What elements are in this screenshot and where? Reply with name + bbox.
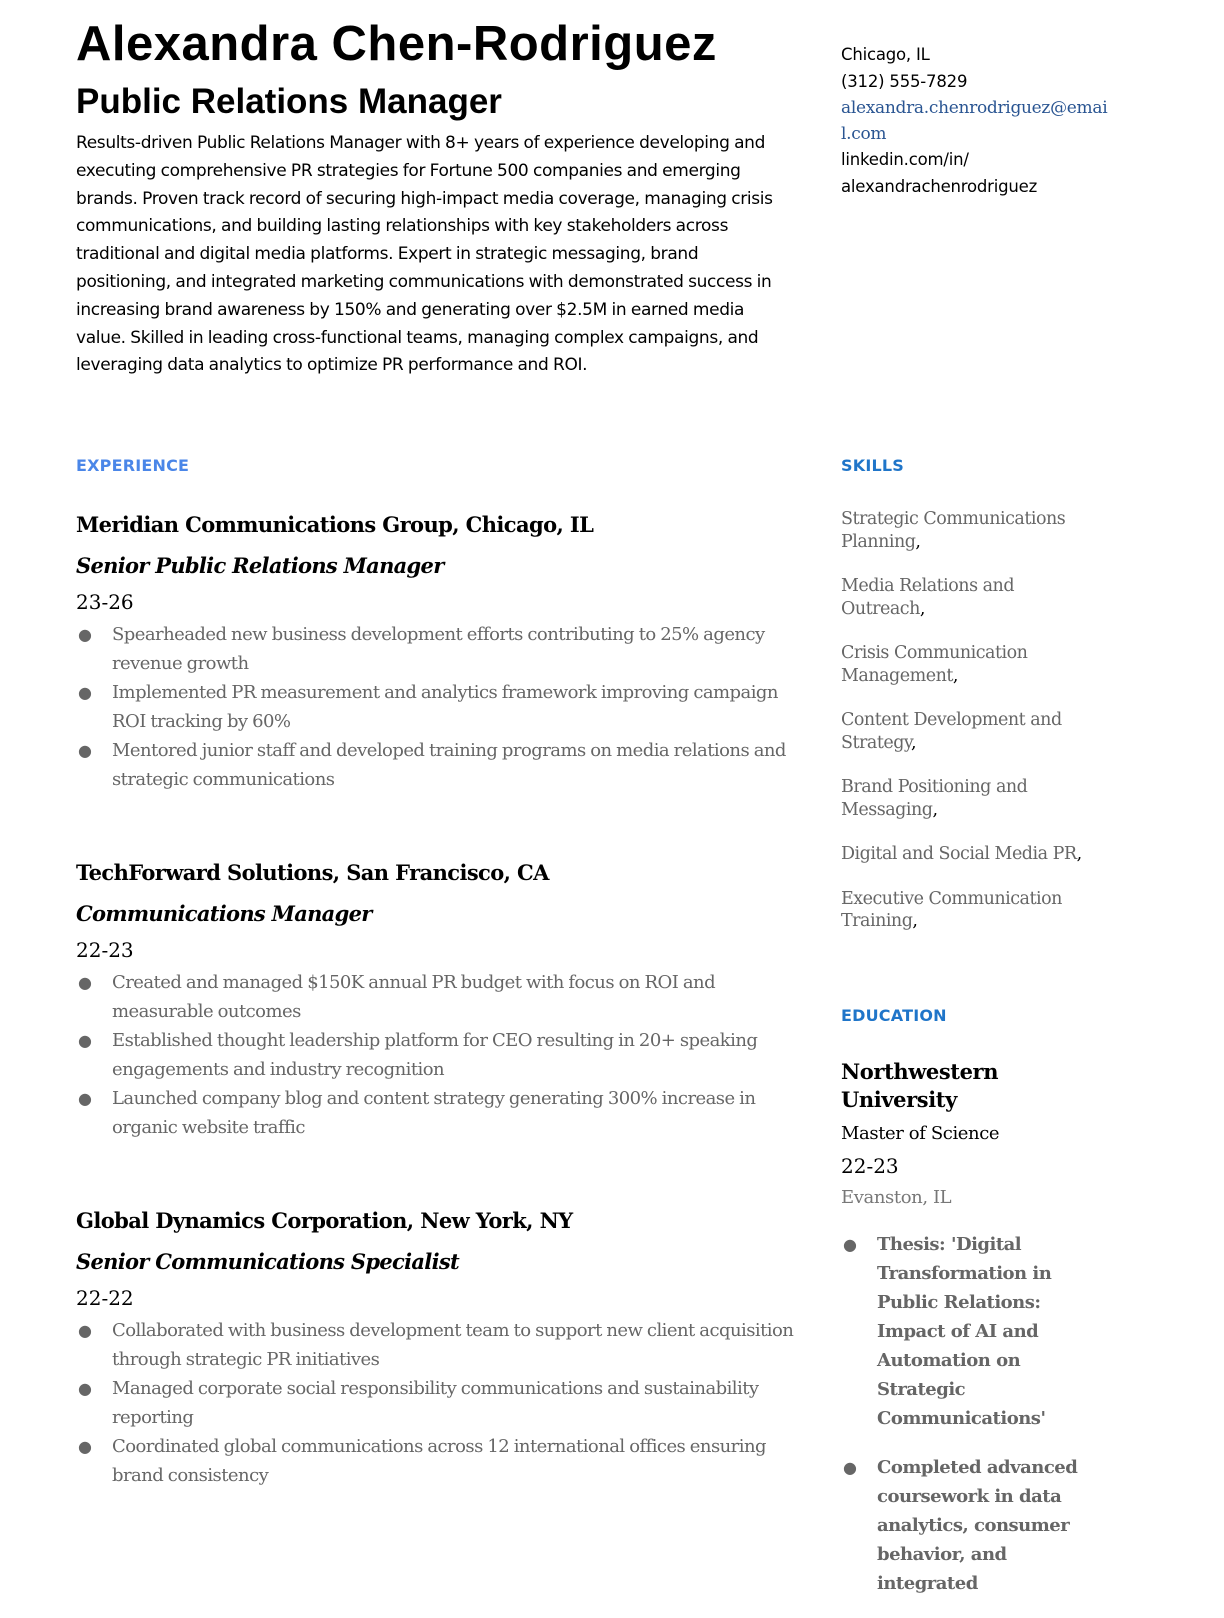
job-role: Communications Manager [76,901,372,926]
bullet-icon: ● [78,1321,92,1340]
contact-linkedin-line1[interactable]: linkedin.com/in/ [841,150,969,169]
job-role: Senior Public Relations Manager [76,553,444,578]
edu-dates: 22-23 [841,1154,899,1178]
job-bullets [76,1316,796,1490]
job-bullets [76,968,796,1142]
job-bullet-text: Collaborated with business development team to support new client acquisition through strategic PR initiatives [112,1320,794,1370]
job-company: TechForward Solutions, San Francisco, CA [76,860,549,885]
contact-block [841,14,1111,200]
skill-item [841,508,1101,553]
contact-phone: (312) 555-7829 [841,71,968,91]
skill-separator: , [912,911,918,931]
job-bullet [76,1432,796,1490]
bullet-icon: ● [78,625,92,644]
job-bullets [76,620,796,794]
skill-item [841,709,1101,754]
job-bullet-text: Launched company blog and content strategy generating 300% increase in organic website traffic [112,1088,756,1138]
edu-location: Evanston, IL [841,1187,952,1208]
bullet-icon: ● [78,1089,92,1108]
contact-linkedin-line2[interactable]: alexandrachenrodriguez [841,176,1038,196]
skill-item [841,575,1101,620]
skill-separator: , [915,531,921,552]
summary-paragraph: Results-driven Public Relations Manager with 8+ years of experience developing and executing comprehensive PR strategies for Fortune 500 companies and emerging brands. Proven track record of securing high-impact media coverage, managing crisis communications, and building lasting relationships with key stakeholders across traditional and digital media platforms. Expert in strategic messaging, brand positioning, and integrated marketing communications with demonstrated success in increasing brand awareness by 150% and generating over $2.5M in earned media value. Skilled in leading cross-functional teams, managing complex campaigns, and leveraging data analytics to optimize PR performance and ROI. [76,133,773,376]
job-bullet [76,1026,796,1084]
skill-text: Media Relations and Outreach [841,576,1015,619]
job-bullet-text: Implemented PR measurement and analytics framework improving campaign ROI tracking by 60% [112,682,778,732]
skill-text: Brand Positioning and Messaging [841,777,1028,820]
job-role: Senior Communications Specialist [76,1249,459,1274]
job-company: Meridian Communications Group, Chicago, IL [76,512,594,537]
job-dates: 23-26 [76,590,134,614]
candidate-name: Alexandra Chen-Rodriguez [76,17,717,71]
skill-item [841,642,1101,687]
experience-entry [76,511,796,794]
bullet-icon: ● [78,741,92,760]
job-dates: 22-22 [76,1286,134,1310]
bullet-icon: ● [843,1235,857,1254]
edu-bullet-text: Thesis: 'Digital Transformation in Public Relations: Impact of AI and Automation on Strategic Communications' [877,1234,1052,1429]
skills-heading: SKILLS [841,456,904,475]
job-bullet-text: Mentored junior staff and developed training programs on media relations and strategic communications [112,740,786,790]
job-bullet [76,1316,796,1374]
experience-entry [76,859,796,1142]
job-bullet [76,1084,796,1142]
skill-text: Content Development and Strategy [841,710,1062,753]
education-entry [841,1058,1111,1618]
experience-heading: EXPERIENCE [76,456,190,475]
job-bullet-text: Coordinated global communications across 12 international offices ensuring brand consistency [112,1436,766,1486]
header-left [76,14,786,380]
skill-separator: , [952,665,958,686]
skill-separator: , [932,799,938,820]
job-bullet-text: Established thought leadership platform for CEO resulting in 20+ speaking engagements and industry recognition [112,1030,758,1080]
skill-item [841,776,1101,821]
experience-entry [76,1207,796,1490]
skill-separator: , [910,732,917,753]
skill-text: Crisis Communication Management [841,643,1028,686]
edu-bullets [841,1230,1111,1598]
job-bullet [76,968,796,1026]
edu-school: Northwestern University [841,1059,999,1112]
bullet-icon: ● [78,1437,92,1456]
bullet-icon: ● [843,1458,857,1477]
bullet-icon: ● [78,1031,92,1050]
job-bullet [76,1374,796,1432]
job-bullet-text: Managed corporate social responsibility communications and sustainability reporting [112,1378,759,1428]
edu-bullet-text: Completed advanced coursework in data analytics, consumer behavior, and integrated [877,1457,1078,1594]
education-heading: EDUCATION [841,1006,947,1025]
job-bullet [76,736,796,794]
job-dates: 22-23 [76,938,134,962]
edu-degree: Master of Science [841,1123,1000,1144]
skill-text: Digital and Social Media PR [841,844,1077,864]
skill-text: Strategic Communications Planning [841,509,1066,552]
job-bullet-text: Spearheaded new business development efforts contributing to 25% agency revenue growth [112,624,765,674]
skills-list [841,508,1101,955]
skill-separator: , [1076,844,1082,864]
candidate-title: Public Relations Manager [76,82,502,121]
skill-item [841,843,1101,866]
job-bullet [76,620,796,678]
skill-text: Executive Communication Training [841,888,1062,931]
edu-bullet [841,1230,1111,1433]
contact-location: Chicago, IL [841,45,930,64]
skill-item [841,888,1101,933]
job-bullet [76,678,796,736]
job-bullet-text: Created and managed $150K annual PR budget with focus on ROI and measurable outcomes [112,972,716,1022]
bullet-icon: ● [78,1379,92,1398]
job-company: Global Dynamics Corporation, New York, NY [76,1208,573,1233]
contact-email-link[interactable]: alexandra.chenrodriguez@email.com [841,98,1108,144]
bullet-icon: ● [78,683,92,702]
bullet-icon: ● [78,973,92,992]
edu-bullet [841,1453,1111,1598]
skill-separator: , [919,598,925,619]
